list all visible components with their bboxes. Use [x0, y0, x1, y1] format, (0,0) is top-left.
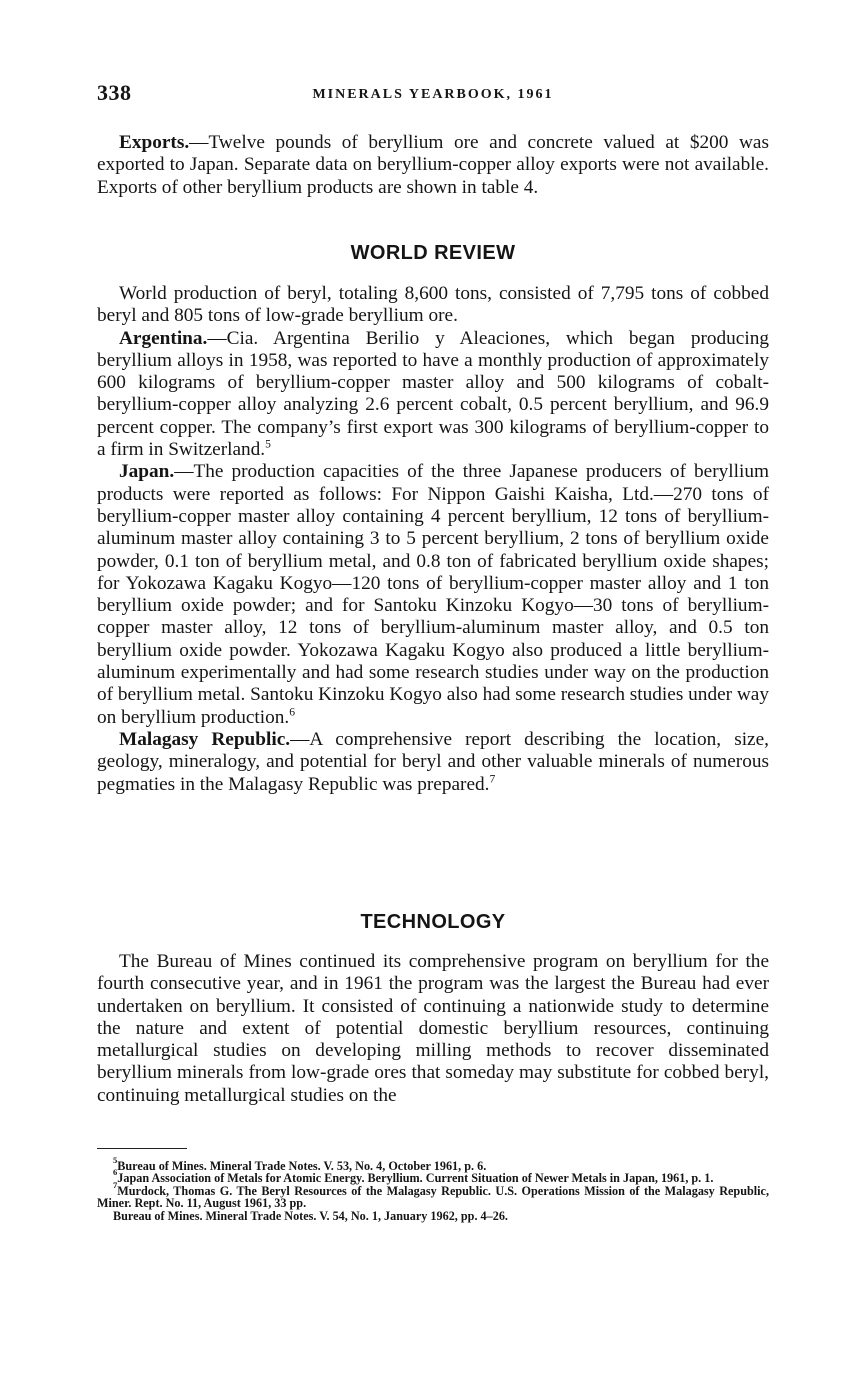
footnote-ref-6: 6 [289, 705, 296, 719]
world-review-heading: WORLD REVIEW [350, 242, 516, 264]
world-review-intro: World production of beryl, totaling 8,600 tons, consisted of 7,795 tons of cobbed beryl and 805 tons of low-grade beryllium ore. [97, 283, 769, 327]
footnote-divider [97, 1148, 187, 1149]
footnote-text: Bureau of Mines. Mineral Trade Notes. V. 54, No. 1, January 1962, pp. 4–26. [113, 1208, 508, 1223]
technology-section [97, 951, 769, 1107]
technology-paragraph: The Bureau of Mines continued its comprehensive program on beryllium for the fourth consecutive year, and in 1961 the program was the largest the Bureau had ever undertaken on beryllium. It consisted of continuing a nationwide study to determine the nature and extent of potential domestic beryllium resources, continuing metallurgical studies on developing milling methods to recover disseminated beryllium minerals from low-grade ores that someday may substitute for cobbed beryl, continuing metallurgical studies on the [97, 951, 769, 1106]
argentina-paragraph [97, 328, 769, 462]
argentina-run-in-heading: Argentina. [119, 327, 208, 349]
japan-run-in-heading: Japan. [119, 461, 175, 483]
footnote-text: Japan Association of Metals for Atomic Energy. Beryllium. Current Situation of Newer Metals in Japan, 1961, p. 1. [117, 1171, 714, 1186]
footnotes [97, 1155, 769, 1223]
running-header [97, 80, 769, 110]
argentina-text: —Cia. Argentina Berilio y Aleaciones, which began producing beryllium alloys in 1958, was reported to have a monthly production of approximately 600 kilograms of beryllium-copper master alloy and 500 kilograms of cobalt-beryllium-copper alloy analyzing 2.6 percent cobalt, 0.5 percent beryllium, and 96.9 percent copper. The company’s first export was 300 kilograms of beryllium-copper to a firm in Switzerland. [97, 327, 769, 461]
japan-paragraph [97, 461, 769, 729]
footnote-mark: 6 [113, 1167, 118, 1178]
malagasy-paragraph [97, 729, 769, 796]
page-number: 338 [97, 80, 132, 105]
japan-text: —The production capacities of the three Japanese producers of beryllium products were reported as follows: For Nippon Gaishi Kaisha, Ltd.—270 tons of beryllium-copper master alloy containing 4 percent beryllium, 12 tons of beryllium-aluminum master alloy containing 3 to 5 percent beryllium, 2 tons of beryllium oxide powder, 0.1 ton of beryllium metal, and 0.8 ton of fabricated beryllium oxide shapes; for Yokozawa Kagaku Kogyo—120 tons of beryllium-copper master alloy and 1 ton beryllium oxide powder; and for Santoku Kinzoku Kogyo—30 tons of beryllium-copper master alloy, 12 tons of beryllium-aluminum master alloy, and 0.5 ton beryllium oxide powder. Yokozawa Kagaku Kogyo also produced a little beryllium-aluminum experimentally and had some research studies under way on the production of beryllium metal. Santoku Kinzoku Kogyo also had some research studies under way on beryllium production. [97, 461, 770, 728]
footnote-item [97, 1210, 769, 1222]
running-title: MINERALS YEARBOOK, 1961 [312, 87, 554, 102]
footnote-mark: 7 [113, 1179, 118, 1190]
exports-run-in-heading: Exports. [119, 132, 190, 153]
malagasy-text: —A comprehensive report describing the location, size, geology, mineralogy, and potential for beryl and other valuable minerals of numerous pegmaties in the Malagasy Republic was prepared. [97, 728, 769, 795]
technology-heading: TECHNOLOGY [360, 911, 506, 933]
world-review-section [97, 283, 769, 796]
exports-paragraph [97, 132, 769, 199]
footnote-text: Murdock, Thomas G. The Beryl Resources of the Malagasy Republic. U.S. Operations Mission of the Malagasy Republic, Miner. Rept. No. 11, August 1961, 33 pp. [97, 1183, 769, 1211]
footnote-ref-5: 5 [265, 437, 271, 451]
footnote-item [97, 1179, 769, 1211]
exports-section [97, 132, 769, 199]
footnote-text: Bureau of Mines. Mineral Trade Notes. V. 53, No. 4, October 1961, p. 6. [117, 1159, 487, 1173]
malagasy-run-in-heading: Malagasy Republic. [119, 728, 291, 750]
footnote-mark: 5 [113, 1155, 118, 1165]
exports-text: —Twelve pounds of beryllium ore and concrete valued at $200 was exported to Japan. Separate data on beryllium-copper alloy exports were not available. Exports of other beryllium products are shown in table 4. [97, 132, 769, 198]
footnote-ref-7: 7 [489, 772, 496, 786]
